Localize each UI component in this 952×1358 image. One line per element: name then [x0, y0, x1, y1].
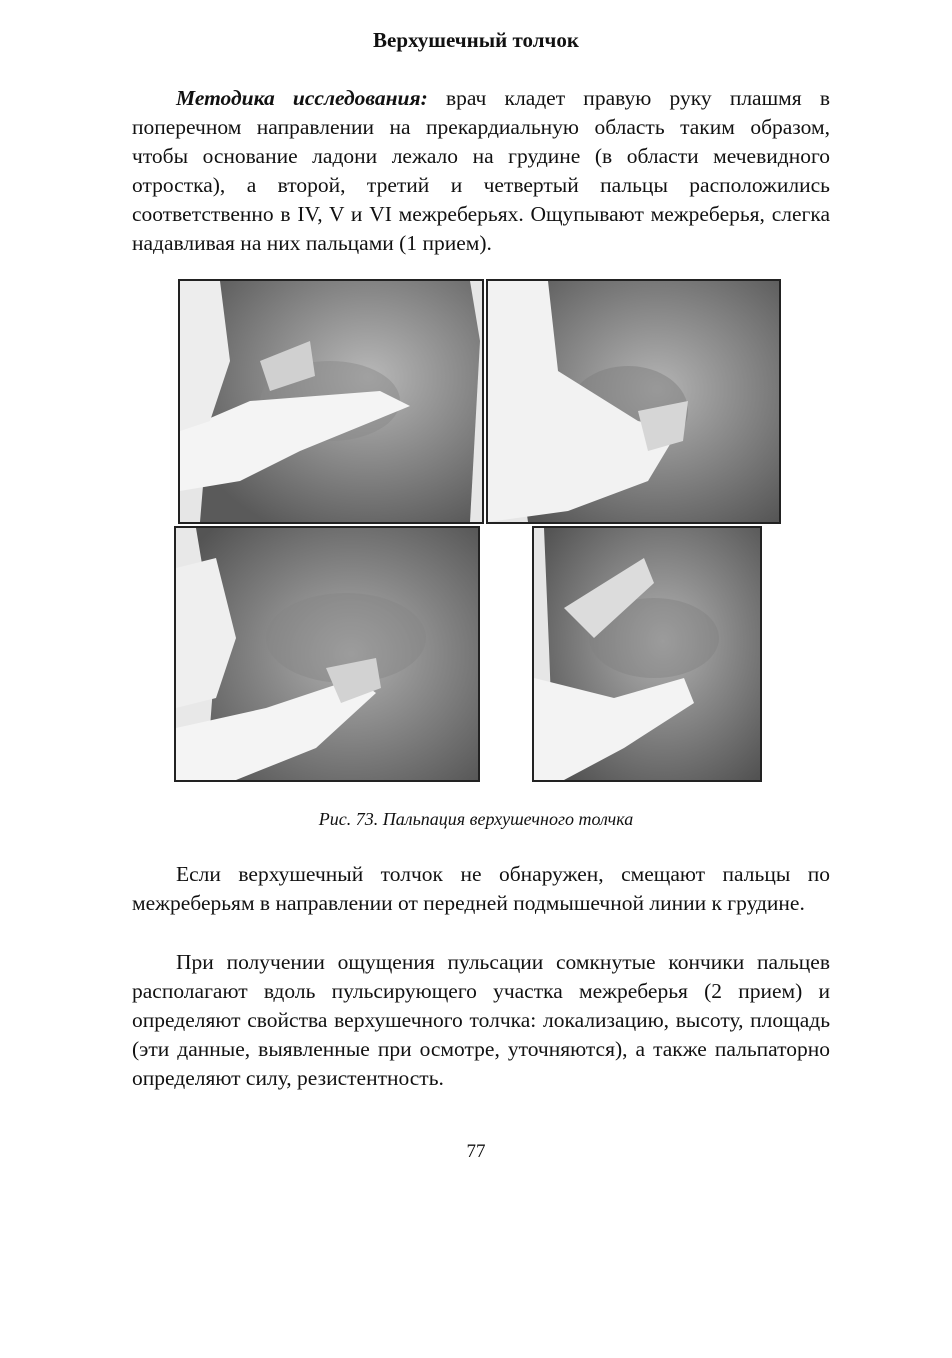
photo-palpation-1 [178, 279, 484, 524]
photo-palpation-3 [174, 526, 480, 782]
page-number: 77 [466, 1141, 486, 1162]
paragraph-method [132, 84, 830, 258]
photo-palpation-2 [486, 279, 781, 524]
paragraph-search: Если верхушечный толчок не обнаружен, смещают пальцы по межреберьям в направлении от передней подмышечной линии к грудине. [132, 862, 830, 915]
page-heading: Верхушечный толчок [373, 28, 579, 52]
paragraph-properties: При получении ощущения пульсации сомкнутые кончики пальцев располагают вдоль пульсирующего участка межреберья (2 прием) и определяют свойства верхушечного толчка: локализацию, высоту, площадь (эти данные, выявленные при осмотре, уточняются), а также пальпаторно определяют силу, резистентность. [132, 950, 830, 1090]
photo-palpation-4 [532, 526, 762, 782]
method-lead: Методика исследования: [176, 86, 428, 110]
method-text: врач кладет правую руку плашмя в поперечном направлении на прекардиальную область таким образом, чтобы основание ладони лежало на грудине (в области мечевидного отростка), а второй, третий и четвертый пальцы расположились соответственно в IV, V и VI межреберьях. Ощупывают межреберья, слегка надавливая на них пальцами (1 прием). [132, 86, 830, 255]
figure-caption: Рис. 73. Пальпация верхушечного толчка [318, 809, 634, 829]
